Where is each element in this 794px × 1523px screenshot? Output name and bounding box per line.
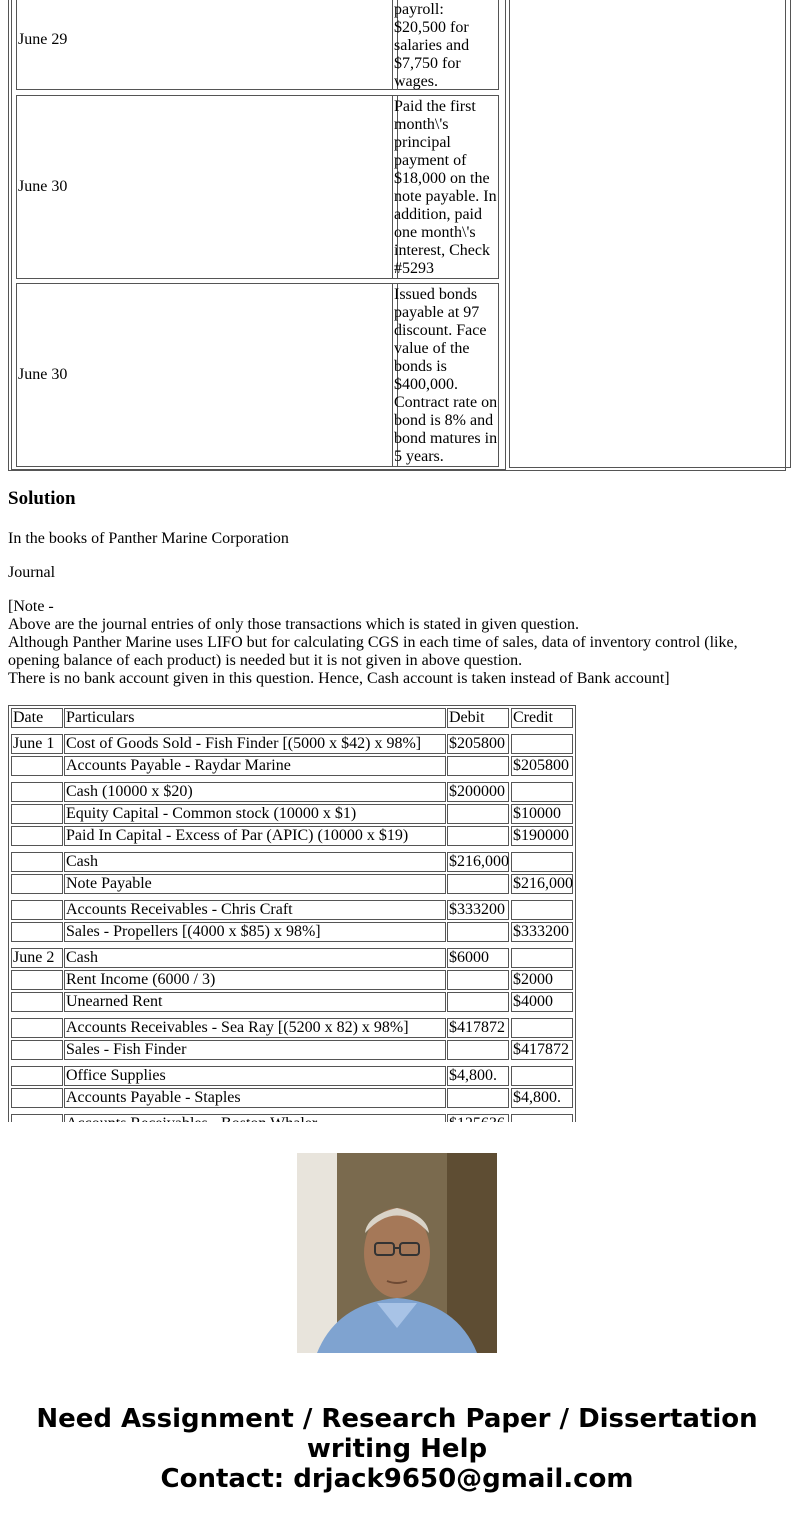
note-block bbox=[8, 598, 788, 688]
journal-cell-credit: $10000 bbox=[511, 804, 573, 824]
transaction-date-cell bbox=[16, 283, 398, 467]
transactions-table bbox=[8, 0, 786, 471]
transaction-description-cell bbox=[392, 283, 499, 467]
journal-cell-credit: $4000 bbox=[511, 992, 573, 1012]
solution-heading: Solution bbox=[8, 488, 76, 509]
promo-line-2: writing Help bbox=[306, 1434, 488, 1464]
journal-header-debit: Debit bbox=[447, 708, 509, 728]
transaction-date: June 30 bbox=[18, 366, 68, 383]
journal-cell-debit: $205800 bbox=[447, 734, 509, 754]
journal-cell-debit bbox=[447, 992, 509, 1012]
journal-cell-date bbox=[11, 756, 63, 776]
journal-cell-particulars: Rent Income (6000 / 3) bbox=[64, 970, 446, 990]
journal-cell-credit bbox=[511, 782, 573, 802]
transactions-empty-column bbox=[509, 0, 791, 468]
journal-cell-date bbox=[11, 1088, 63, 1108]
transaction-description: Paid the first month\'s principal payment of $18,000 on the note payable. In addition, paid one month\'s interest, Check #5293 bbox=[394, 98, 497, 277]
journal-cell-credit bbox=[511, 1066, 573, 1086]
journal-cell-credit: $2000 bbox=[511, 970, 573, 990]
journal-cell-particulars: Office Supplies bbox=[64, 1066, 446, 1086]
transaction-date: June 29 bbox=[18, 31, 68, 48]
journal-cell-credit bbox=[511, 734, 573, 754]
journal-cell-date bbox=[11, 900, 63, 920]
transaction-description-cell bbox=[392, 0, 499, 90]
journal-cell-date bbox=[11, 826, 63, 846]
journal-header-date: Date bbox=[11, 708, 63, 728]
journal-cell-particulars: Accounts Receivables - Chris Craft bbox=[64, 900, 446, 920]
journal-cell-particulars: Note Payable bbox=[64, 874, 446, 894]
journal-cell-particulars: Sales - Propellers [(4000 x $85) x 98%] bbox=[64, 922, 446, 942]
journal-cell-particulars: Accounts Payable - Staples bbox=[64, 1088, 446, 1108]
promo-line-3: Contact: drjack9650@gmail.com bbox=[160, 1464, 634, 1494]
journal-cell-debit: $200000 bbox=[447, 782, 509, 802]
journal-header-credit: Credit bbox=[511, 708, 573, 728]
transaction-date-cell bbox=[16, 95, 398, 279]
journal-cell-date bbox=[11, 852, 63, 872]
journal-cell-particulars: Accounts Payable - Raydar Marine bbox=[64, 756, 446, 776]
note-line: Although Panther Marine uses LIFO but for calculating CGS in each time of sales, data of inventory control (like, bbox=[8, 634, 738, 651]
journal-cell-debit bbox=[447, 826, 509, 846]
journal-cell-date bbox=[11, 782, 63, 802]
journal-cell-date bbox=[11, 1040, 63, 1060]
journal-cell-particulars: Sales - Fish Finder bbox=[64, 1040, 446, 1060]
transaction-description: Issued bonds payable at 97 discount. Face value of the bonds is $400,000. Contract rate on bond is 8% and bond matures in 5 years. bbox=[394, 286, 498, 465]
note-line: [Note - bbox=[8, 598, 54, 615]
journal-cell-credit bbox=[511, 852, 573, 872]
journal-table bbox=[8, 705, 576, 1123]
journal-cell-debit bbox=[447, 922, 509, 942]
journal-cell-credit bbox=[511, 1018, 573, 1038]
books-line: In the books of Panther Marine Corporation bbox=[8, 530, 289, 547]
journal-cell-date bbox=[11, 922, 63, 942]
journal-cell-particulars: Cost of Goods Sold - Fish Finder [(5000 x $42) x 98%] bbox=[64, 734, 446, 754]
transaction-date: June 30 bbox=[18, 178, 68, 195]
journal-cell-date bbox=[11, 804, 63, 824]
journal-cell-debit: $333200 bbox=[447, 900, 509, 920]
transaction-description-cell bbox=[392, 95, 499, 279]
journal-cell-date bbox=[11, 1018, 63, 1038]
promo-text bbox=[0, 1404, 794, 1494]
journal-cell-credit: $4,800. bbox=[511, 1088, 573, 1108]
journal-cell-particulars: Paid In Capital - Excess of Par (APIC) (10000 x $19) bbox=[64, 826, 446, 846]
journal-cell-debit bbox=[447, 756, 509, 776]
promo-line-1: Need Assignment / Research Paper / Dissertation bbox=[36, 1404, 758, 1434]
journal-cell-credit: $216,000 bbox=[513, 875, 573, 892]
journal-cell-debit bbox=[447, 1040, 509, 1060]
journal-cell-credit: $333200 bbox=[511, 922, 573, 942]
journal-cell-credit: $417872 bbox=[511, 1040, 573, 1060]
journal-cell-date bbox=[11, 1066, 63, 1086]
journal-cell-debit: $216,000 bbox=[449, 853, 509, 870]
journal-cell-date: June 1 bbox=[11, 734, 63, 754]
journal-cell-particulars: Accounts Receivables - Sea Ray [(5200 x 82) x 98%] bbox=[64, 1018, 446, 1038]
journal-cell-debit bbox=[447, 970, 509, 990]
note-line: There is no bank account given in this question. Hence, Cash account is taken instead of Bank account] bbox=[8, 670, 670, 687]
journal-cell-date bbox=[11, 992, 63, 1012]
note-line: Above are the journal entries of only those transactions which is stated in given question. bbox=[8, 616, 579, 633]
journal-cell-debit: $4,800. bbox=[447, 1066, 509, 1086]
journal-cell-debit: $417872 bbox=[447, 1018, 509, 1038]
journal-cell-debit: $6000 bbox=[447, 948, 509, 968]
journal-cell-date: June 2 bbox=[11, 948, 63, 968]
journal-cell-particulars: Equity Capital - Common stock (10000 x $1) bbox=[64, 804, 446, 824]
journal-cell-debit bbox=[447, 804, 509, 824]
journal-cell-particulars: Cash bbox=[64, 852, 446, 872]
author-photo-icon bbox=[297, 1153, 497, 1353]
journal-cell-credit: $190000 bbox=[511, 826, 573, 846]
journal-cell-particulars: Cash (10000 x $20) bbox=[64, 782, 446, 802]
journal-cell-debit bbox=[447, 1088, 509, 1108]
journal-cell-particulars: Unearned Rent bbox=[64, 992, 446, 1012]
transactions-inner-table bbox=[11, 0, 506, 470]
journal-cell-credit: $205800 bbox=[511, 756, 573, 776]
journal-label: Journal bbox=[8, 564, 56, 581]
journal-cell-credit bbox=[511, 900, 573, 920]
journal-cell-credit bbox=[511, 948, 573, 968]
journal-header-particulars: Particulars bbox=[64, 708, 446, 728]
author-avatar bbox=[297, 1153, 497, 1353]
transaction-description: payroll: $20,500 for salaries and $7,750 for wages. bbox=[394, 1, 470, 90]
journal-cell-date bbox=[11, 970, 63, 990]
note-line: opening balance of each product) is needed but it is not given in above question. bbox=[8, 652, 523, 669]
journal-cell-particulars: Cash bbox=[64, 948, 446, 968]
journal-cell-debit bbox=[447, 874, 509, 894]
journal-cell-date bbox=[11, 874, 63, 894]
transaction-date-cell bbox=[16, 0, 398, 90]
